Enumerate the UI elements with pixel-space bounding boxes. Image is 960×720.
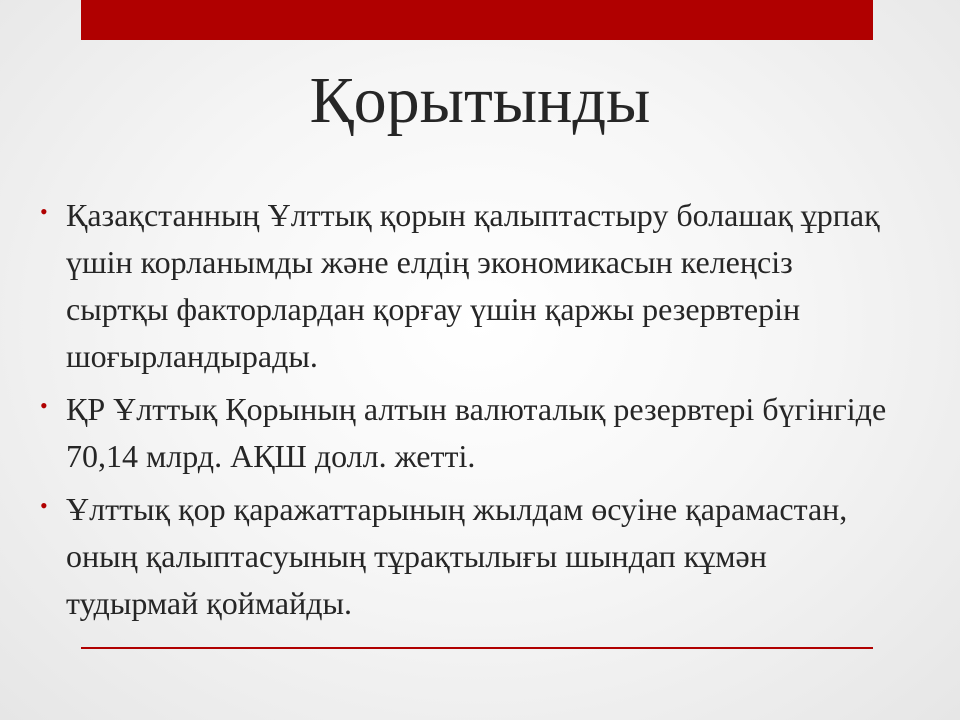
bullet-item [40,192,896,380]
slide-title: Қорытынды [309,64,651,137]
bullet-item [40,386,896,480]
top-accent-bar [81,0,873,40]
bullet-list [40,192,896,633]
bullet-icon: • [40,493,48,518]
bullet-item [40,486,896,627]
bullet-text: Ұлттық қор қаражаттарының жылдам өсуіне қарамастан, оның қалыптасуының тұрақтылығы шындап кұмән тудырмай қоймайды. [66,491,848,621]
bullet-icon: • [40,199,48,224]
bullet-text: Қазақстанның Ұлттық қорын қалыптастыру болашақ ұрпақ үшін корланымды және елдің экономикасын келеңсіз сыртқы факторлардан қорғау үшін қаржы резервтерін шоғырландырады. [66,197,880,374]
bullet-icon: • [40,393,48,418]
bottom-divider [81,647,873,649]
bullet-text: ҚР Ұлттық Қорының алтын валюталық резервтері бүгінгіде 70,14 млрд. АҚШ долл. жетті. [66,391,887,474]
